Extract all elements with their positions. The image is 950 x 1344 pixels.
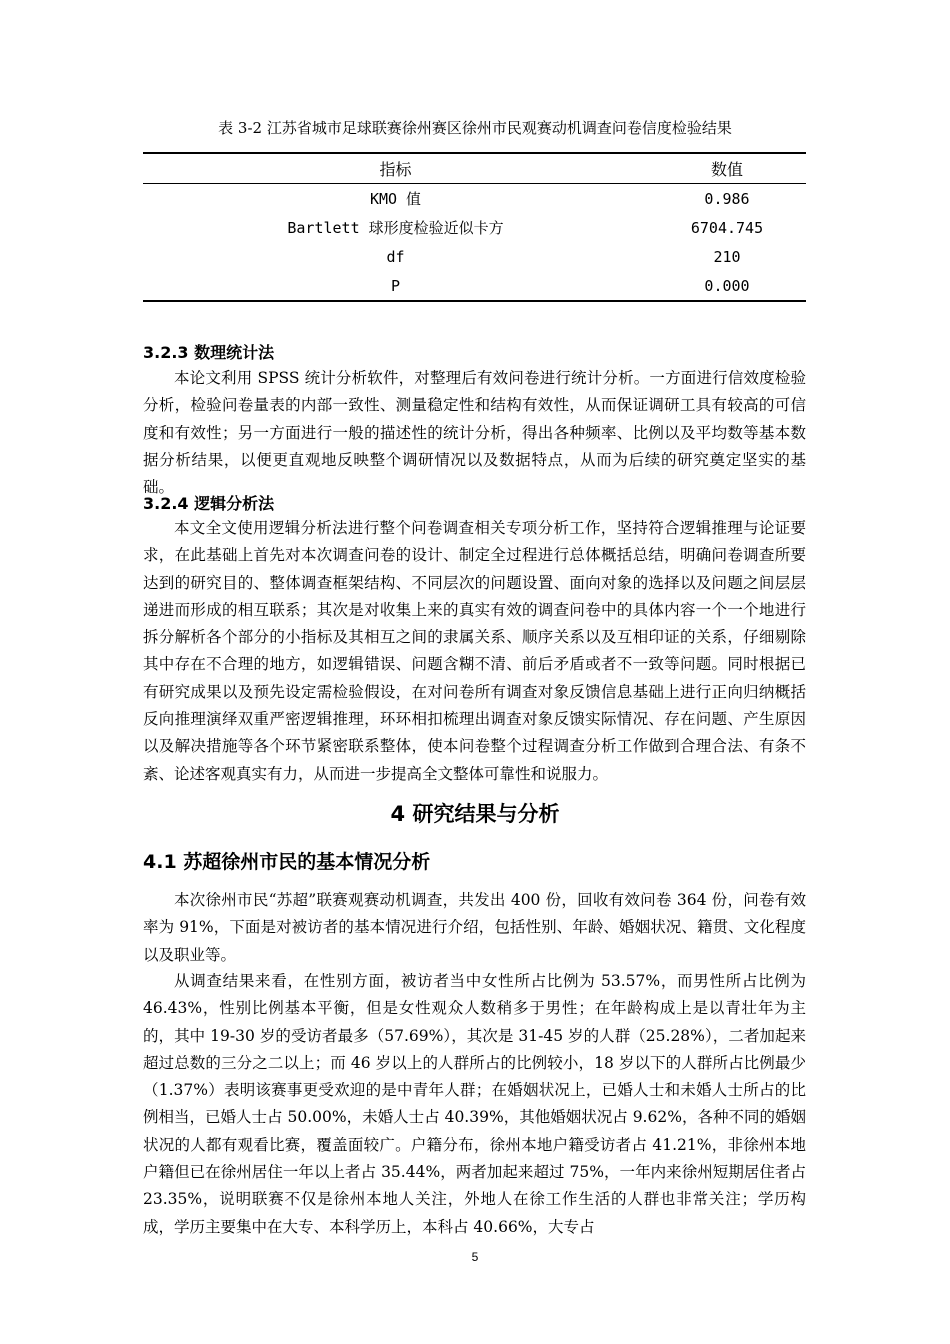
cell-value: 6704.745 [690, 218, 764, 237]
page-number: 5 [471, 1250, 479, 1264]
paragraph-survey-overview: 本次徐州市民“苏超”联赛观赛动机调查，共发出 400 份，回收有效问卷 364 份，问卷有效率为 91%，下面是对被访者的基本情况进行介绍，包括性别、年龄、婚姻状况、籍贯、文化程度以及职业等。 [143, 891, 806, 964]
cell-value: 210 [713, 247, 741, 266]
table-row [143, 184, 806, 214]
cell-value: 0.000 [704, 276, 750, 295]
section-heading-3-2-3: 3.2.3 数理统计法 [143, 343, 275, 362]
paragraph-statistics-method: 本论文利用 SPSS 统计分析软件，对整理后有效问卷进行统计分析。一方面进行信效度检验分析，检验问卷量表的内部一致性、测量稳定性和结构有效性，从而保证调研工具有较高的可信度和有效性；另一方面进行一般的描述性的统计分析，得出各种频率、比例以及平均数等基本数据分析结果，以便更直观地反映整个调研情况以及数据特点，从而为后续的研究奠定坚实的基础。 [143, 369, 806, 497]
cell-indicator: KMO 值 [369, 190, 422, 208]
section-heading-3-2-4: 3.2.4 逻辑分析法 [143, 494, 275, 513]
header-value: 数值 [710, 160, 743, 179]
chapter-title: 4 研究结果与分析 [390, 802, 560, 826]
table-row [143, 271, 806, 301]
cell-value: 0.986 [704, 189, 750, 208]
header-indicator: 指标 [379, 160, 412, 179]
reliability-table [143, 152, 806, 302]
paragraph-logic-method: 本文全文使用逻辑分析法进行整个问卷调查相关专项分析工作，坚持符合逻辑推理与论证要求，在此基础上首先对本次调查问卷的设计、制定全过程进行总体概括总结，明确问卷调查所要达到的研究目的、整体调查框架结构、不同层次的问题设置、面向对象的选择以及问题之间层层递进而形成的相互联系；其次是对收集上来的真实有效的调查问卷中的具体内容一个一个地进行拆分解析各个部分的小指标及其相互之间的隶属关系、顺序关系以及互相印证的关系，仔细剔除其中存在不合理的地方，如逻辑错误、问题含糊不清、前后矛盾或者不一致等问题。同时根据已有研究成果以及预先设定需检验假设，在对问卷所有调查对象反馈信息基础上进行正向归纳概括反向推理演绎双重严密逻辑推理，环环相扣梳理出调查对象反馈实际情况、存在问题、产生原因以及解决措施等各个环节紧密联系整体，使本问卷整个过程调查分析工作做到合理合法、有条不紊、论述客观真实有力，从而进一步提高全文整体可靠性和说服力。 [143, 519, 806, 783]
table-caption: 表 3-2 江苏省城市足球联赛徐州赛区徐州市民观赛动机调查问卷信度检验结果 [218, 119, 732, 137]
table-row [143, 242, 806, 271]
cell-indicator: Bartlett 球形度检验近似卡方 [287, 219, 504, 237]
table-row [143, 213, 806, 242]
section-heading-4-1: 4.1 苏超徐州市民的基本情况分析 [143, 851, 431, 873]
cell-indicator: P [390, 276, 401, 295]
cell-indicator: df [386, 247, 405, 266]
paragraph-demographics: 从调查结果来看，在性别方面，被访者当中女性所占比例为 53.57%，而男性所占比例为 46.43%，性别比例基本平衡，但是女性观众人数稍多于男性；在年龄构成上是以青壮年为主的，其中 19-30 岁的受访者最多（57.69%），其次是 31-45 岁的人群（25.28%），二者加起来超过总数的三分之二以上；而 46 岁以上的人群所占的比例较小，18 岁以下的人群所占比例最少（1.37%）表明该赛事更受欢迎的是中青年人群；在婚姻状况上，已婚人士和未婚人士所占的比例相当，已婚人士占 50.00%，未婚人士占 40.39%，其他婚姻状况占 9.62%，各种不同的婚姻状况的人都有观看比赛，覆盖面较广。户籍分布，徐州本地户籍受访者占 41.21%，非徐州本地户籍但已在徐州居住一年以上者占 35.44%，两者加起来超过 75%，一年内来徐州短期居住者占 23.35%，说明联赛不仅是徐州本地人关注，外地人在徐工作生活的人群也非常关注；学历构成，学历主要集中在大专、本科学历上，本科占 40.66%，大专占 [143, 972, 806, 1236]
table-header-row [143, 153, 806, 184]
